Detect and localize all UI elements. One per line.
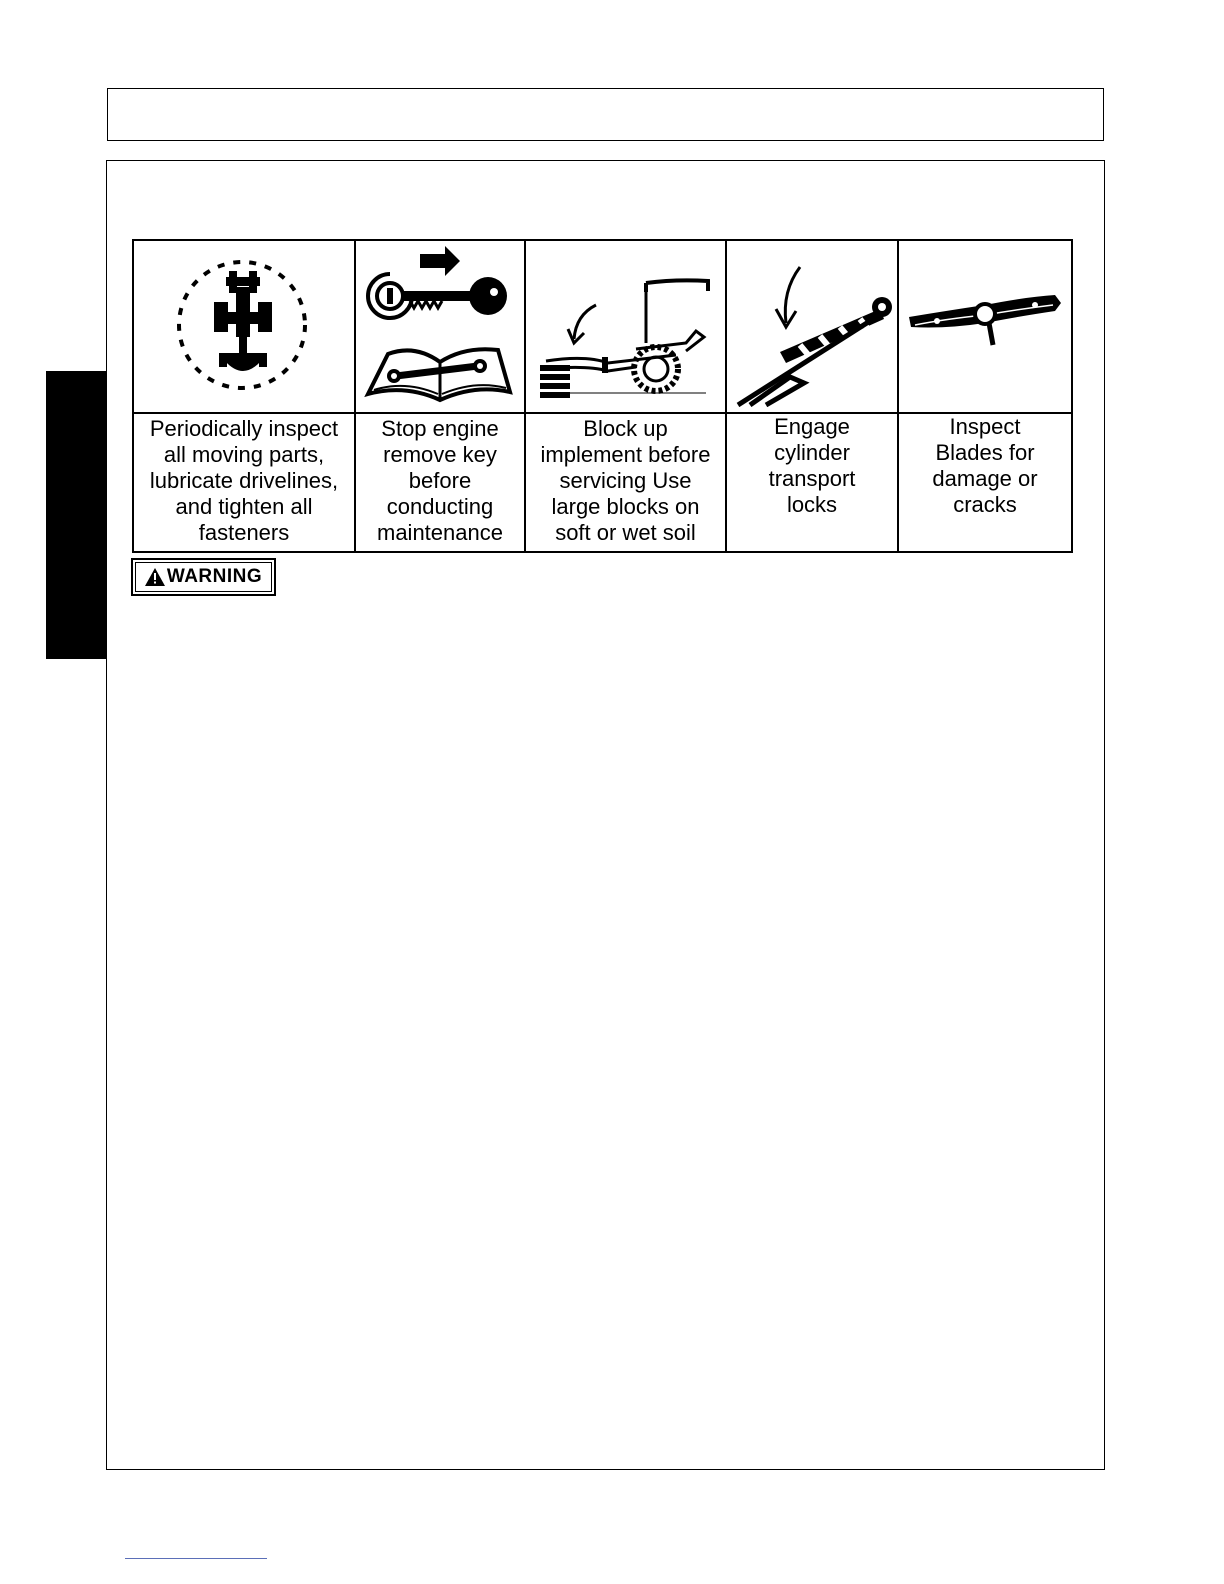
decal-caption-inspect bbox=[133, 413, 355, 552]
section-tab bbox=[46, 371, 107, 659]
warning-label: WARNING bbox=[166, 566, 263, 587]
decal-cell-stop-engine bbox=[355, 240, 525, 413]
caption-text: Engage cylinder transport locks bbox=[768, 414, 856, 517]
decal-caption-stop-engine bbox=[355, 413, 525, 552]
warning-triangle-icon bbox=[145, 568, 165, 586]
decal-cell-blades bbox=[898, 240, 1072, 413]
page-header-box bbox=[107, 88, 1104, 141]
blocked-implement-icon bbox=[536, 247, 716, 407]
decal-caption-blades bbox=[898, 413, 1072, 552]
decal-cell-cylinder-lock bbox=[726, 240, 898, 413]
caption-text: Periodically inspect all moving parts, lubricate drivelines, and tighten all fasteners bbox=[149, 416, 339, 545]
decal-caption-cylinder-lock bbox=[726, 413, 898, 552]
decal-cell-inspect bbox=[133, 240, 355, 413]
caption-text: Inspect Blades for damage or cracks bbox=[932, 414, 1038, 517]
blade-inspect-icon bbox=[905, 267, 1065, 387]
caption-text: Stop engine remove key before conducting maintenance bbox=[377, 416, 503, 545]
caption-text: Block up implement before servicing Use large blocks on soft or wet soil bbox=[540, 416, 711, 545]
decal-cell-block-up bbox=[525, 240, 726, 413]
key-manual-icon bbox=[360, 244, 520, 409]
safety-decal-table bbox=[132, 239, 1073, 553]
warning-badge bbox=[131, 558, 276, 596]
cylinder-lock-icon bbox=[730, 247, 895, 407]
tractor-inspection-icon bbox=[169, 257, 319, 397]
decal-caption-block-up bbox=[525, 413, 726, 552]
footer-rule bbox=[125, 1558, 267, 1559]
